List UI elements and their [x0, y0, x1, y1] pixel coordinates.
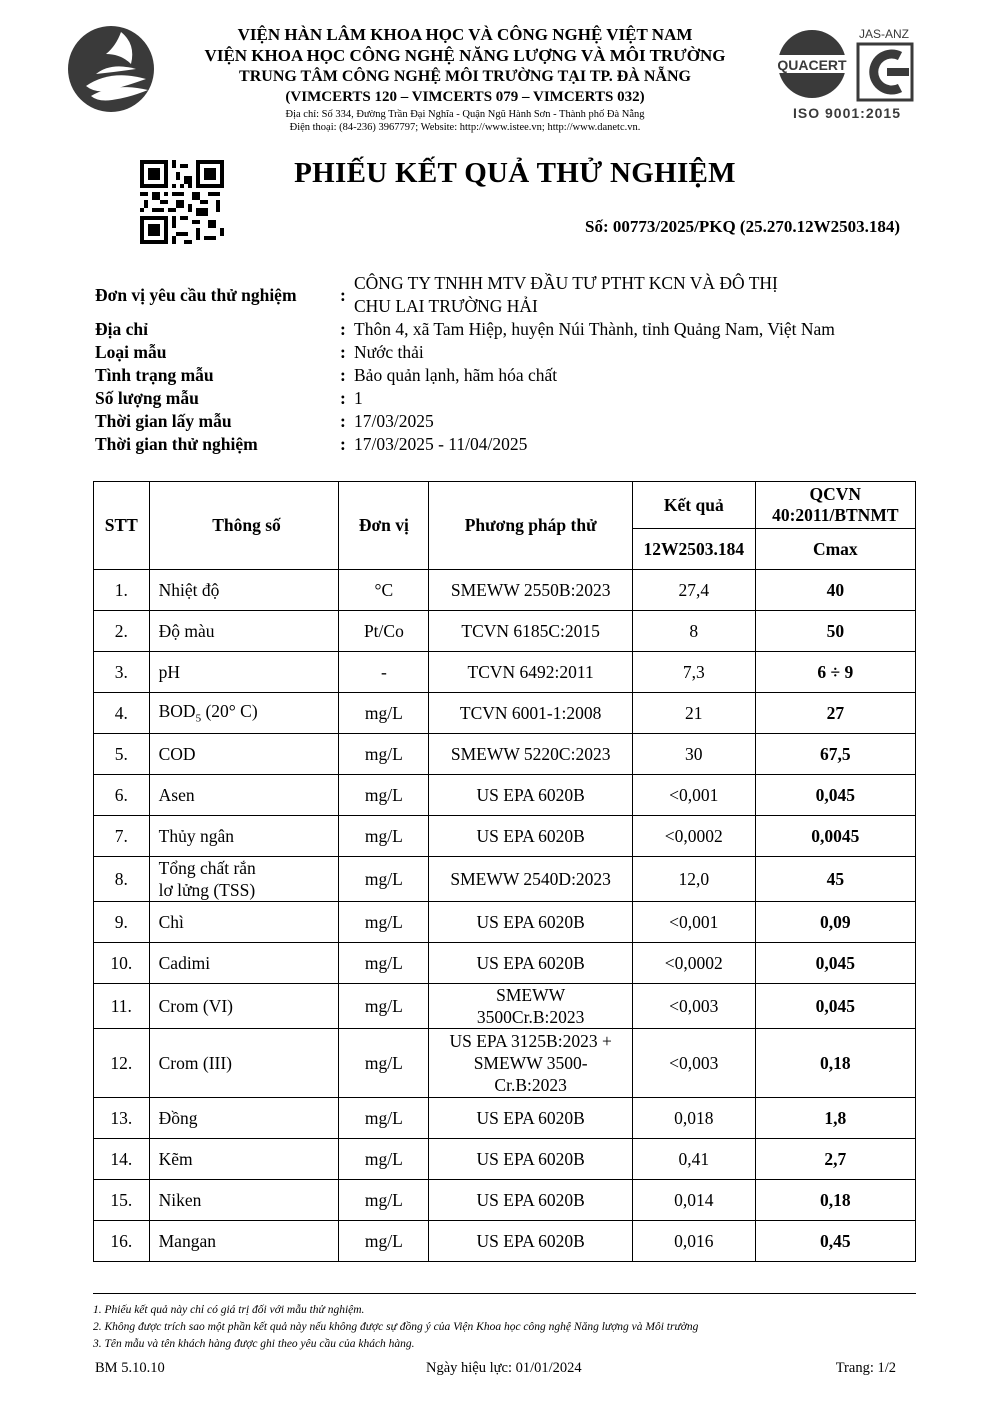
document-number: Số: 00773/2025/PKQ (25.270.12W2503.184) — [585, 217, 900, 236]
table-row: 16. Mangan mg/L US EPA 6020B 0,016 0,45 — [94, 1221, 916, 1262]
footer-divider — [93, 1293, 916, 1294]
svg-text:QUACERT: QUACERT — [777, 57, 847, 73]
info-row-sampling-date: Thời gian lấy mẫu : 17/03/2025 — [95, 410, 925, 433]
note-1: 1. Phiếu kết quả này chỉ có giá trị đối với mẫu thử nghiệm. — [93, 1304, 365, 1316]
info-row-address: Địa chỉ : Thôn 4, xã Tam Hiệp, huyện Núi Thành, tỉnh Quảng Nam, Việt Nam — [95, 318, 925, 341]
header-line-2: VIỆN KHOA HỌC CÔNG NGHỆ NĂNG LƯỢNG VÀ MÔI TRƯỜNG — [204, 46, 726, 65]
header-stt: STT — [94, 482, 150, 570]
header-line-1: VIỆN HÀN LÂM KHOA HỌC VÀ CÔNG NGHỆ VIỆT NAM — [237, 25, 693, 44]
certification-logo — [772, 26, 922, 122]
info-label: Địa chỉ — [95, 319, 148, 339]
table-row: 3. pH - TCVN 6492:2011 7,3 6 ÷ 9 — [94, 652, 916, 693]
institute-logo — [66, 24, 156, 114]
header-result: Kết quả — [632, 482, 755, 529]
info-row-test-period: Thời gian thử nghiệm : 17/03/2025 - 11/04/2025 — [95, 433, 925, 456]
header-line-4: (VIMCERTS 120 – VIMCERTS 079 – VIMCERTS 032) — [285, 89, 645, 105]
note-2: 2. Không được trích sao một phần kết quả này nếu không được sự đồng ý của Viện Khoa học công nghệ Năng lượng và Môi trường — [93, 1321, 699, 1333]
info-row-sample-condition: Tình trạng mẫu : Bảo quản lạnh, hãm hóa chất — [95, 364, 925, 387]
header-cmax: Cmax — [755, 529, 915, 570]
table-row: 4. $BOD_5$ (20° C) mg/L TCVN 6001-1:2008 21 27 — [94, 693, 916, 734]
table-row: 15. Niken mg/L US EPA 6020B 0,014 0,18 — [94, 1180, 916, 1221]
header-standard: QCVN 40:2011/BTNMT — [755, 482, 915, 529]
info-label: Đơn vị yêu cầu thử nghiệm — [95, 285, 297, 305]
header-method: Phương pháp thử — [429, 482, 633, 570]
institute-header — [160, 24, 770, 134]
header-sample-id: 12W2503.184 — [632, 529, 755, 570]
effective-date: Ngày hiệu lực: 01/01/2024 — [426, 1360, 582, 1376]
info-value: 1 — [354, 388, 363, 408]
footer-notes — [93, 1302, 698, 1353]
table-row: 6. Asen mg/L US EPA 6020B <0,001 0,045 — [94, 775, 916, 816]
page-number: Trang: 1/2 — [835, 1360, 896, 1376]
table-row: 10. Cadimi mg/L US EPA 6020B <0,0002 0,045 — [94, 943, 916, 984]
info-label: Thời gian lấy mẫu — [95, 411, 232, 431]
note-3: 3. Tên mẫu và tên khách hàng được ghi theo yêu cầu của khách hàng. — [93, 1338, 415, 1350]
document-title: PHIẾU KẾT QUẢ THỬ NGHIỆM — [294, 157, 736, 189]
table-row: 11. Crom (VI) mg/L SMEWW 3500Cr.B:2023 <0,003 0,045 — [94, 984, 916, 1029]
qr-code — [140, 160, 224, 244]
table-row: 14. Kẽm mg/L US EPA 6020B 0,41 2,7 — [94, 1139, 916, 1180]
header-contact: Điện thoại: (84-236) 3967797; Website: http://www.istee.vn; http://www.danetc.vn. — [289, 122, 641, 133]
table-row: 9. Chì mg/L US EPA 6020B <0,001 0,09 — [94, 902, 916, 943]
table-row: 5. COD mg/L SMEWW 5220C:2023 30 67,5 — [94, 734, 916, 775]
info-label: Tình trạng mẫu — [95, 365, 214, 385]
sample-info — [95, 272, 925, 456]
info-row-sample-type: Loại mẫu : Nước thải — [95, 341, 925, 364]
table-row: 8. Tổng chất rắn lơ lửng (TSS) mg/L SMEWW 2540D:2023 12,0 45 — [94, 857, 916, 902]
header-param: Thông số — [149, 482, 339, 570]
info-value: CÔNG TY TNHH MTV ĐẦU TƯ PTHT KCN VÀ ĐÔ THỊ CHU LAI TRƯỜNG HẢI — [354, 273, 778, 316]
table-row: 12. Crom (III) mg/L US EPA 3125B:2023 + SMEWW 3500- Cr.B:2023 <0,003 0,18 — [94, 1029, 916, 1098]
info-value: 17/03/2025 - 11/04/2025 — [354, 434, 528, 454]
header-line-3: TRUNG TÂM CÔNG NGHỆ MÔI TRƯỜNG TẠI TP. ĐÀ NẴNG — [239, 68, 691, 85]
table-row: 1. Nhiệt độ °C SMEWW 2550B:2023 27,4 40 — [94, 570, 916, 611]
table-header-row — [94, 482, 916, 529]
info-value: Nước thải — [354, 342, 424, 362]
table-row: 7. Thủy ngân mg/L US EPA 6020B <0,0002 0,0045 — [94, 816, 916, 857]
header-address: Địa chỉ: Số 334, Đường Trần Đại Nghĩa - Quận Ngũ Hành Sơn - Thành phố Đà Nẵng — [285, 109, 645, 120]
info-value: Bảo quản lạnh, hãm hóa chất — [354, 365, 558, 385]
info-value: Thôn 4, xã Tam Hiệp, huyện Núi Thành, tỉnh Quảng Nam, Việt Nam — [354, 319, 835, 339]
table-row: 2. Độ màu Pt/Co TCVN 6185C:2015 8 50 — [94, 611, 916, 652]
header-unit: Đơn vị — [339, 482, 429, 570]
form-code: BM 5.10.10 — [95, 1360, 165, 1376]
info-label: Thời gian thử nghiệm — [95, 434, 258, 454]
svg-text:JAS-ANZ: JAS-ANZ — [858, 27, 910, 41]
table-row: 13. Đồng mg/L US EPA 6020B 0,018 1,8 — [94, 1098, 916, 1139]
info-value: 17/03/2025 — [354, 411, 434, 431]
info-label: Số lượng mẫu — [95, 388, 199, 408]
info-label: Loại mẫu — [95, 342, 167, 362]
svg-text:ISO 9001:2015: ISO 9001:2015 — [793, 105, 901, 121]
info-row-requester: Đơn vị yêu cầu thử nghiệm : CÔNG TY TNHH MTV ĐẦU TƯ PTHT KCN VÀ ĐÔ THỊ CHU LAI TRƯỜNG HẢI — [95, 272, 925, 318]
results-table — [93, 481, 916, 1262]
info-row-sample-count: Số lượng mẫu : 1 — [95, 387, 925, 410]
